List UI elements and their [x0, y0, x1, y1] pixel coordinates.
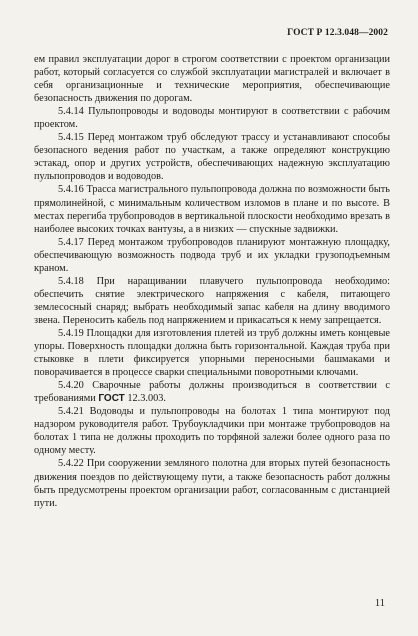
paragraph-5-4-14: 5.4.14 Пульпопроводы и водоводы монтируют в соответствии с рабочим проектом.: [34, 106, 390, 131]
document-header: ГОСТ Р 12.3.048—2002: [287, 28, 388, 38]
page-number: 11: [374, 598, 385, 609]
paragraph-continuation: ем правил эксплуатации дорог в строгом соответствии с проектом организации работ, который согласуется со службой эксплуатации магистралей и включает в себя организационные и технические мероприятия, обеспечивающие безопасность движения по дорогам.: [34, 54, 390, 105]
paragraph-5-4-21: 5.4.21 Водоводы и пульпопроводы на болотах 1 типа монтируют под надзором руководителя работ. Трубоукладчики при монтаже трубопроводов на болотах 1 типа не должны проходить по торфяной залежи более одного раза по одному месту.: [34, 406, 390, 457]
paragraph-5-4-22: 5.4.22 При сооружении земляного полотна для вторых путей безопасность движения поездов по действующему пути, а также безопасность работ должны быть предусмотрены проектом организации работ, согласованным с дистанцией пути.: [34, 458, 390, 509]
paragraph-5-4-20: [34, 379, 390, 405]
paragraph-5-4-20-standard-number: 12.3.003.: [124, 393, 166, 405]
paragraph-5-4-19: 5.4.19 Площадки для изготовления плетей из труб должны иметь концевые упоры. Поверхность площадки должна быть горизонтальной. Каждая труба при стыковке в плети фиксируется упорными переносными башмаками и поворачивается в процессе сварки специальными поворотными ключами.: [34, 327, 390, 379]
gost-reference: ГОСТ: [98, 393, 125, 405]
paragraph-5-4-17: 5.4.17 Перед монтажом трубопроводов планируют монтажную площадку, обеспечивающую возможность подвода труб и их укладки грузоподъемным краном.: [34, 236, 390, 274]
paragraph-5-4-20-text: 5.4.20 Сварочные работы должны производиться в соответствии с требованиями: [34, 380, 390, 405]
paragraph-5-4-18: 5.4.18 При наращивании плавучего пульпопровода необходимо: обеспечить снятие электрического напряжения с кабеля, питающего землесосный снаряд; выбрать необходимый запас кабеля на длину вводимого звена. Переносить кабель под напряжением и прикасаться к нему запрещается.: [34, 275, 390, 326]
document-body: [34, 53, 390, 510]
paragraph-5-4-15: 5.4.15 Перед монтажом труб обследуют трассу и устанавливают способы безопасного ведения работ по участкам, а также определяют конструкцию эстакад, опор и других устройств, обеспечивающих надежную эксплуатацию пульпопроводов и водоводов.: [34, 132, 390, 183]
paragraph-5-4-16: 5.4.16 Трасса магистрального пульпопровода должна по возможности быть прямолинейной, с минимальным количеством изломов в плане и по высоте. В местах перегиба трубопроводов в вертикальной плоскости необходимо врезать в наиболее высоких точках вантузы, а в низких — спускные задвижки.: [34, 184, 390, 235]
